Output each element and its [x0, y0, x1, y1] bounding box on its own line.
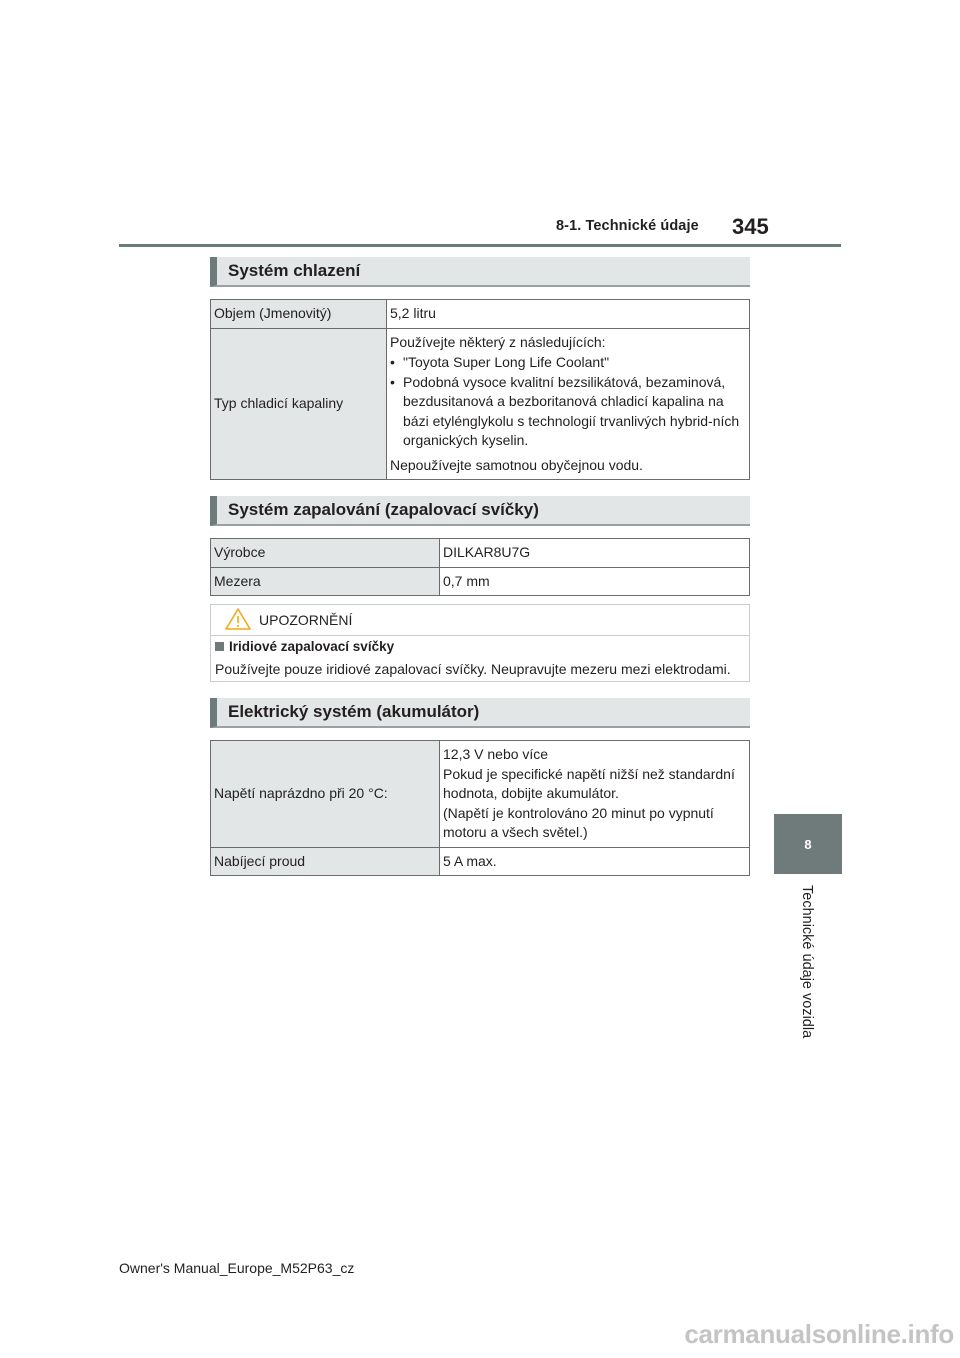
spec-value — [440, 741, 750, 848]
page-number: 345 — [732, 214, 769, 239]
cooling-spec-table — [210, 299, 750, 480]
section-header: 8-1. Technické údaje — [556, 218, 699, 234]
chapter-tab: 8 — [774, 814, 842, 874]
list-item: • "Toyota Super Long Life Coolant" — [390, 353, 743, 373]
voltage-note: (Napětí je kontrolováno 20 minut po vypnutí motoru a všech světel.) — [443, 804, 714, 840]
warning-triangle-icon — [225, 607, 251, 631]
spec-key: Napětí naprázdno při 20 °C: — [211, 741, 440, 848]
voltage-instruction: Pokud je specifické napětí nižší než standardní hodnota, dobijte akumulátor. — [443, 765, 735, 801]
spec-value: DILKAR8U7G — [440, 539, 750, 568]
table-row — [211, 741, 750, 848]
spec-value: 5 A max. — [440, 847, 750, 876]
electrical-spec-table — [210, 740, 750, 876]
spec-value — [387, 328, 750, 480]
table-row — [211, 328, 750, 480]
voltage-value: 12,3 V nebo více — [443, 746, 549, 762]
spec-key: Nabíjecí proud — [211, 847, 440, 876]
ignition-spec-table — [210, 538, 750, 596]
table-row — [211, 539, 750, 568]
table-row — [211, 567, 750, 596]
table-row — [211, 847, 750, 876]
table-row — [211, 300, 750, 329]
section-title-ignition: Systém zapalování (zapalovací svíčky) — [210, 496, 750, 526]
chapter-label: Technické údaje vozidla — [799, 885, 815, 1039]
list-item: • Podobná vysoce kvalitní bezsilikátová, bezaminová, bezdusitanová a bezboritanová chladicí kapalina na bázi etylénglykolu s technologií trvanlivých hybrid-ních organických kyselin. — [390, 373, 743, 451]
section-title-cooling: Systém chlazení — [210, 257, 750, 287]
coolant-list — [390, 353, 743, 451]
warning-box — [210, 604, 750, 682]
header-divider — [119, 244, 841, 247]
spec-key: Typ chladicí kapaliny — [211, 328, 387, 480]
watermark: carmanualsonline.info — [684, 1319, 954, 1349]
spec-value: 5,2 litru — [387, 300, 750, 329]
coolant-intro: Používejte některý z následujících: — [390, 333, 606, 350]
warning-subheading-text: Iridiové zapalovací svíčky — [229, 639, 395, 654]
footer-text: Owner's Manual_Europe_M52P63_cz — [119, 1260, 355, 1276]
warning-header — [211, 605, 749, 636]
warning-text: Používejte pouze iridiové zapalovací svíčky. Neupravujte mezeru mezi elektrodami. — [215, 661, 731, 677]
section-title-electrical: Elektrický systém (akumulátor) — [210, 698, 750, 728]
warning-title: UPOZORNĚNÍ — [259, 612, 353, 628]
spec-key: Mezera — [211, 567, 440, 596]
spec-key: Objem (Jmenovitý) — [211, 300, 387, 329]
warning-subheading — [215, 639, 394, 654]
square-bullet-icon — [215, 642, 224, 651]
coolant-note: Nepoužívejte samotnou obyčejnou vodu. — [390, 456, 643, 473]
spec-key: Výrobce — [211, 539, 440, 568]
spec-value: 0,7 mm — [440, 567, 750, 596]
